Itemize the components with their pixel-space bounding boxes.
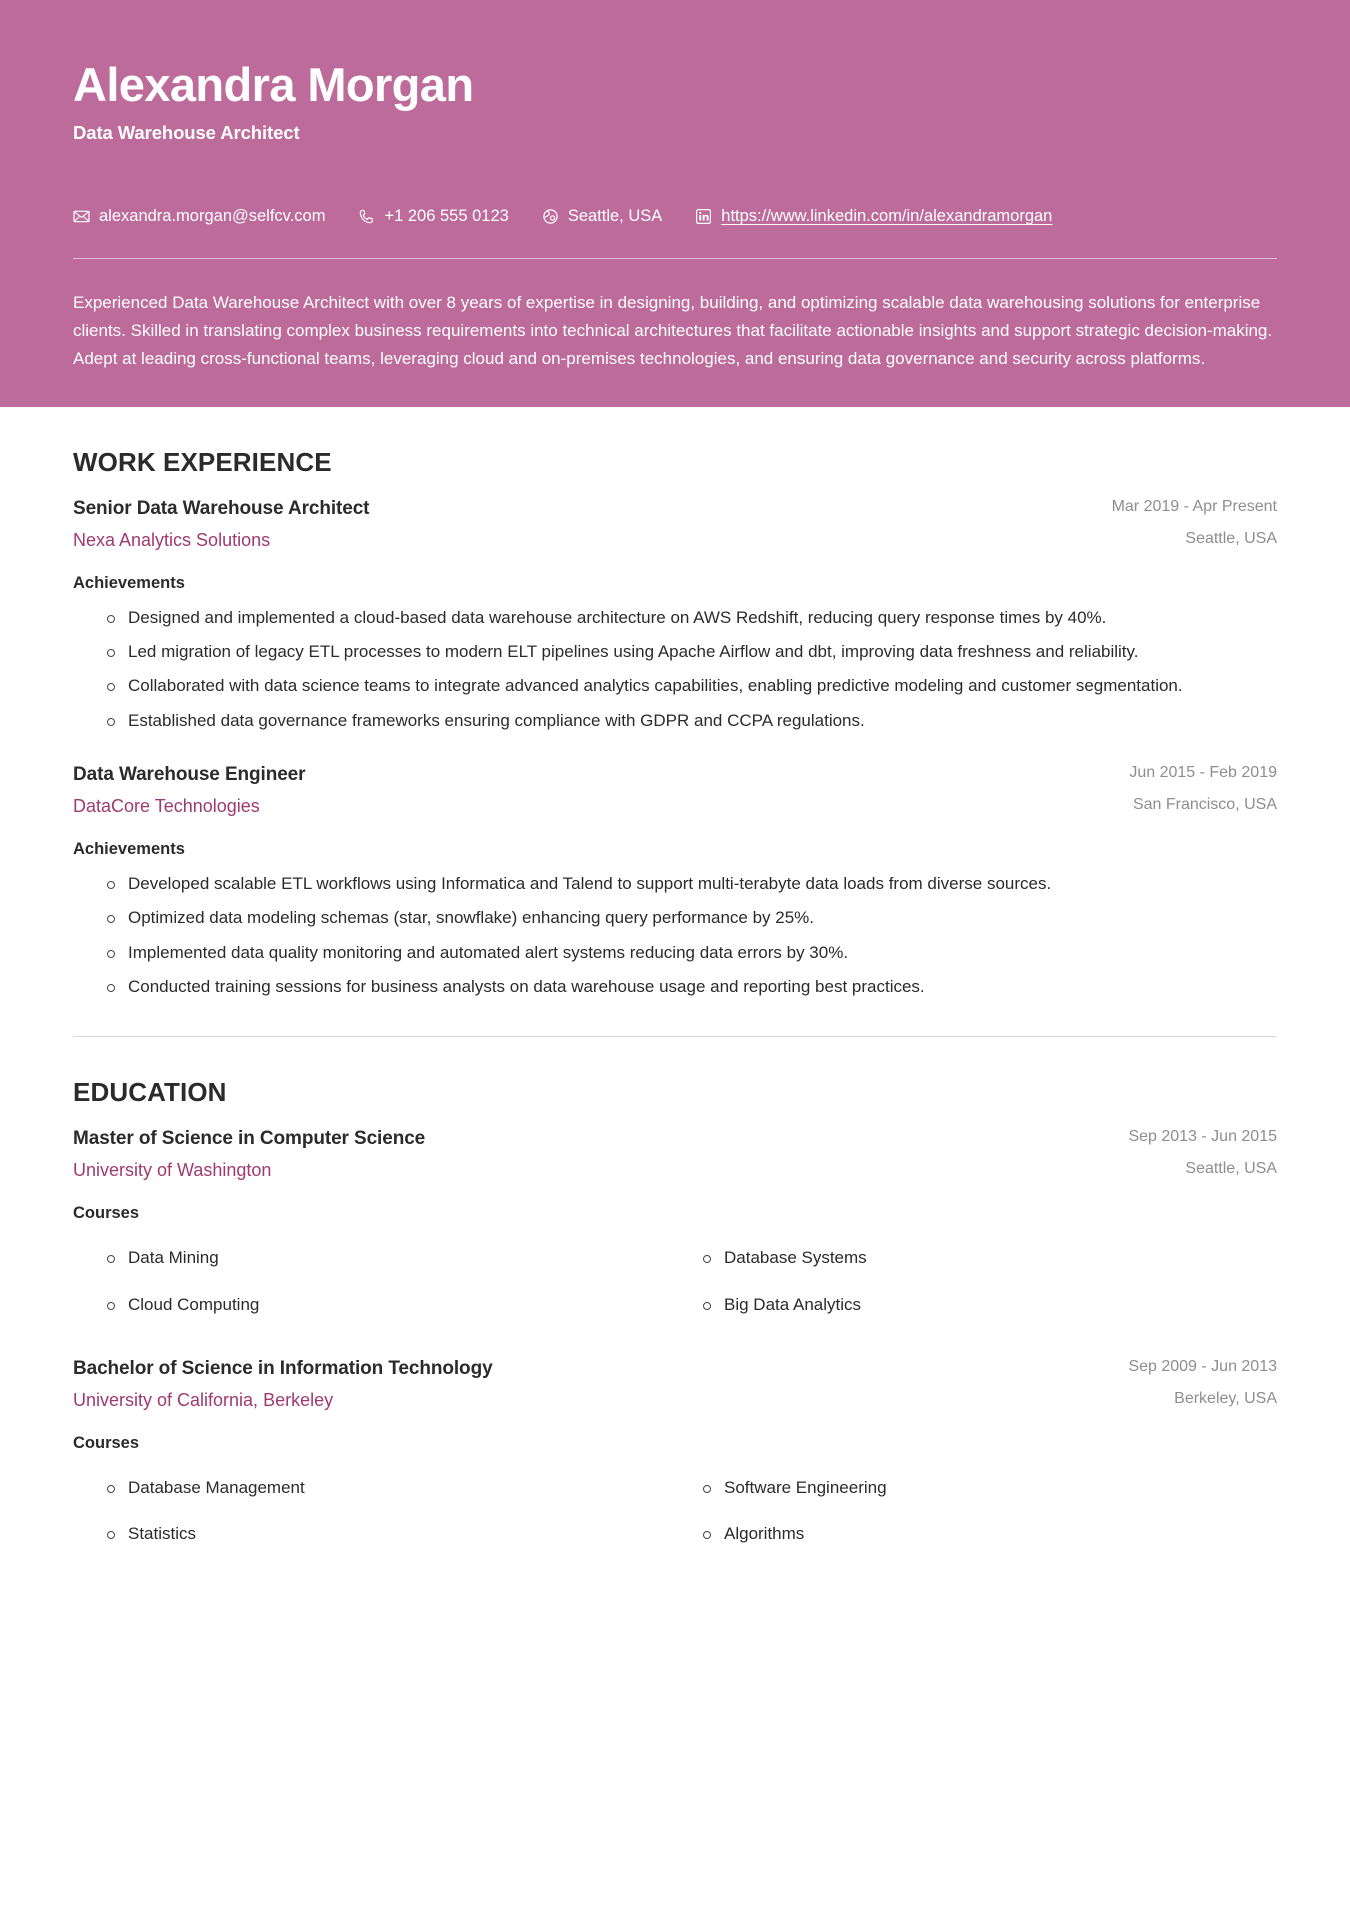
education-location: Berkeley, USA [1174,1390,1277,1408]
course-item: Software Engineering [701,1465,1277,1511]
work-entry-right [1105,764,1277,814]
work-entry [73,764,1277,1000]
education-date-range: Sep 2013 - Jun 2015 [1128,1128,1277,1146]
professional-summary: Experienced Data Warehouse Architect with over 8 years of expertise in designing, building, and optimizing scalable data warehousing solutions for enterprise clients. Skilled in translating complex business requirements into technical architectures that facilitate actionable insights and support strategic decision-making. Adept at leading cross-functional teams, leveraging cloud and on-premises technologies, and ensuring data governance and security across platforms. [73,293,1273,368]
work-entry-right [1088,498,1277,548]
education-school: University of California, Berkeley [73,1390,334,1411]
achievement-item: Collaborated with data science teams to integrate advanced analytics capabilities, enabling predictive modeling and customer segmentation. [105,673,1277,699]
contact-item-envelope[interactable] [73,207,325,226]
contact-value: +1 206 555 0123 [384,207,509,226]
work-organization: DataCore Technologies [73,796,260,817]
work-role: Data Warehouse Engineer [73,764,306,786]
work-role: Senior Data Warehouse Architect [73,497,370,519]
course-item: Database Systems [701,1235,1277,1281]
contact-value: Seattle, USA [567,207,663,226]
course-item: Database Management [105,1465,681,1511]
education-entries-container [73,1128,1277,1557]
course-item: Big Data Analytics [701,1282,1277,1328]
contact-item-linkedin[interactable] [695,207,1052,226]
education-entry-left [73,1128,1104,1181]
courses-label: Courses [73,1434,140,1453]
contact-item-location[interactable] [542,207,662,226]
education-entry-header [73,1128,1277,1181]
resume-body [0,407,1350,1558]
course-item: Cloud Computing [105,1282,681,1328]
phone-icon [358,208,375,225]
achievement-item: Conducted training sessions for business analysts on data warehouse usage and reporting best practices. [105,974,1277,1000]
candidate-job-title: Data Warehouse Architect [73,122,300,144]
contact-item-phone[interactable] [358,207,508,226]
work-entry [73,498,1277,734]
education-entry [73,1358,1277,1558]
education-date-range: Sep 2009 - Jun 2013 [1128,1358,1277,1376]
header-divider [73,258,1277,259]
education-location: Seattle, USA [1185,1160,1277,1178]
education-entry-right [1104,1358,1277,1408]
course-item: Statistics [105,1511,681,1557]
candidate-name: Alexandra Morgan [73,58,474,111]
education-degree: Bachelor of Science in Information Technology [73,1358,493,1380]
course-item: Data Mining [105,1235,681,1281]
courses-label: Courses [73,1204,140,1223]
courses-grid [73,1465,1277,1558]
achievement-item: Established data governance frameworks ensuring compliance with GDPR and CCPA regulations. [105,708,1277,734]
achievement-item: Optimized data modeling schemas (star, snowflake) enhancing query performance by 25%. [105,905,1277,931]
achievements-list [73,605,1277,734]
work-experience-section [73,407,1277,1001]
achievement-item: Developed scalable ETL workflows using Informatica and Talend to support multi-terabyte data loads from diverse sources. [105,871,1277,897]
education-entry [73,1128,1277,1328]
work-experience-title: WORK EXPERIENCE [73,446,332,477]
work-date-range: Jun 2015 - Feb 2019 [1129,764,1277,782]
resume-header [0,0,1350,407]
work-date-range: Mar 2019 - Apr Present [1111,497,1277,515]
education-entry-right [1104,1128,1277,1178]
education-title: EDUCATION [73,1077,227,1108]
work-organization: Nexa Analytics Solutions [73,529,271,550]
education-school: University of Washington [73,1160,272,1181]
achievements-list [73,871,1277,1000]
work-entry-left [73,498,1088,551]
achievements-label: Achievements [73,840,185,859]
location-icon [542,208,559,225]
work-location: San Francisco, USA [1132,796,1277,814]
contact-value: alexandra.morgan@selfcv.com [99,207,326,226]
contact-row [73,207,1277,226]
work-entry-left [73,764,1105,817]
work-entries-container [73,498,1277,1001]
achievement-item: Designed and implemented a cloud-based data warehouse architecture on AWS Redshift, reducing query response times by 40%. [105,605,1277,631]
education-degree: Master of Science in Computer Science [73,1128,426,1150]
contact-value[interactable]: https://www.linkedin.com/in/alexandramorgan [721,207,1053,226]
courses-grid [73,1235,1277,1328]
work-entry-header [73,498,1277,551]
course-item: Algorithms [701,1511,1277,1557]
achievement-item: Led migration of legacy ETL processes to modern ELT pipelines using Apache Airflow and dbt, improving data freshness and reliability. [105,639,1277,665]
achievements-label: Achievements [73,573,185,592]
education-entry-left [73,1358,1104,1411]
work-entry-header [73,764,1277,817]
education-entry-header [73,1358,1277,1411]
work-location: Seattle, USA [1185,529,1277,547]
envelope-icon [73,208,90,225]
achievement-item: Implemented data quality monitoring and automated alert systems reducing data errors by 30%. [105,940,1277,966]
education-section [73,1037,1277,1557]
linkedin-icon [695,208,712,225]
